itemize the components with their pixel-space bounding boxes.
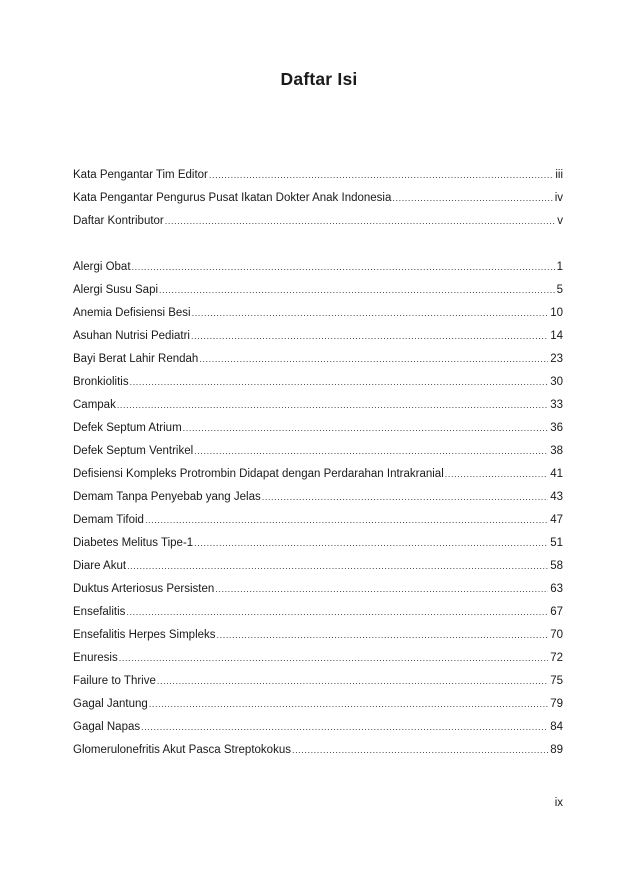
toc-entry-page: 41 (550, 468, 563, 480)
page-title: Daftar Isi (280, 69, 358, 89)
toc-entry-page: 23 (550, 353, 563, 365)
toc-entry-page: 47 (550, 514, 563, 526)
toc-entry[interactable] (73, 187, 563, 210)
page-number: ix (554, 797, 563, 809)
dot-leader (209, 164, 553, 187)
toc-entry[interactable] (73, 256, 563, 279)
dot-leader (132, 256, 555, 279)
toc-entry-page: 51 (550, 537, 563, 549)
toc-entry-page: 84 (550, 721, 563, 733)
dot-leader (119, 647, 548, 670)
toc-entry-title: Defek Septum Ventrikel (73, 445, 194, 457)
toc-entry[interactable] (73, 164, 563, 187)
toc-entry-page: 70 (550, 629, 563, 641)
toc-entry-page: 75 (550, 675, 563, 687)
front-matter-list (73, 164, 563, 233)
dot-leader (194, 440, 548, 463)
toc-entry-title: Gagal Napas (73, 721, 141, 733)
toc-entry-title: Alergi Susu Sapi (73, 284, 159, 296)
dot-leader (165, 210, 555, 233)
dot-leader (292, 739, 548, 762)
toc-entry[interactable] (73, 532, 563, 555)
toc-entry-page: v (557, 215, 563, 227)
toc-entry-title: Defek Septum Atrium (73, 422, 182, 434)
toc-entry-page: 36 (550, 422, 563, 434)
toc-entry-page: 38 (550, 445, 563, 457)
dot-leader (159, 279, 555, 302)
toc-entry-page: 5 (556, 284, 563, 296)
toc-entry-page: 10 (550, 307, 563, 319)
toc-entry[interactable] (73, 302, 563, 325)
toc-entry[interactable] (73, 693, 563, 716)
dot-leader (141, 716, 548, 739)
toc-entry-page: 14 (550, 330, 563, 342)
toc-entry[interactable] (73, 486, 563, 509)
toc-entry[interactable] (73, 394, 563, 417)
dot-leader (191, 325, 548, 348)
dot-leader (127, 555, 548, 578)
dot-leader (149, 693, 548, 716)
dot-leader (157, 670, 548, 693)
toc-entry-title: Enuresis (73, 652, 118, 664)
toc-entry[interactable] (73, 417, 563, 440)
toc-entry-title: Anemia Defisiensi Besi (73, 307, 191, 319)
toc-entry-title: Defisiensi Kompleks Protrombin Didapat dengan Perdarahan Intrakranial (73, 468, 444, 480)
toc-entry[interactable] (73, 440, 563, 463)
toc-entry-title: Alergi Obat (73, 261, 131, 273)
toc-entry[interactable] (73, 371, 563, 394)
toc-entry[interactable] (73, 647, 563, 670)
toc-entry-title: Gagal Jantung (73, 698, 148, 710)
toc-entry-title: Demam Tifoid (73, 514, 144, 526)
toc-entry-page: 1 (556, 261, 563, 273)
toc-entry-title: Glomerulonefritis Akut Pasca Streptokokus (73, 744, 291, 756)
toc-entry-title: Duktus Arteriosus Persisten (73, 583, 215, 595)
toc-entry[interactable] (73, 624, 563, 647)
toc-entry-title: Kata Pengantar Tim Editor (73, 169, 208, 181)
toc-entry-title: Diare Akut (73, 560, 127, 572)
dot-leader (215, 578, 548, 601)
toc-entry-page: 67 (550, 606, 563, 618)
toc-entry[interactable] (73, 509, 563, 532)
dot-leader (199, 348, 548, 371)
toc-entry-title: Failure to Thrive (73, 675, 156, 687)
dot-leader (392, 187, 552, 210)
toc-entry-title: Kata Pengantar Pengurus Pusat Ikatan Dokter Anak Indonesia (73, 192, 392, 204)
toc-entry-title: Asuhan Nutrisi Pediatri (73, 330, 190, 342)
dot-leader (117, 394, 548, 417)
toc-entry-title: Demam Tanpa Penyebab yang Jelas (73, 491, 261, 503)
dot-leader (130, 371, 549, 394)
toc-entry-page: 72 (550, 652, 563, 664)
toc-entry[interactable] (73, 279, 563, 302)
toc-entry-page: 63 (550, 583, 563, 595)
toc-entry-page: iii (555, 169, 563, 181)
toc-entry-page: 43 (550, 491, 563, 503)
dot-leader (194, 532, 548, 555)
toc-entry-page: 58 (550, 560, 563, 572)
toc-entry-page: 79 (550, 698, 563, 710)
toc-entry[interactable] (73, 739, 563, 762)
toc-entry-title: Ensefalitis (73, 606, 126, 618)
toc-entry[interactable] (73, 348, 563, 371)
toc-entry-page: iv (554, 192, 563, 204)
dot-leader (126, 601, 548, 624)
toc-entry-title: Ensefalitis Herpes Simpleks (73, 629, 216, 641)
toc-entry-title: Bronkiolitis (73, 376, 129, 388)
dot-leader (262, 486, 548, 509)
toc-entry[interactable] (73, 578, 563, 601)
toc-entry[interactable] (73, 555, 563, 578)
toc-entry-title: Diabetes Melitus Tipe-1 (73, 537, 194, 549)
toc-entry[interactable] (73, 325, 563, 348)
dot-leader (217, 624, 549, 647)
toc-entry-page: 89 (550, 744, 563, 756)
dot-leader (192, 302, 549, 325)
chapter-list (73, 256, 563, 762)
toc-entry[interactable] (73, 716, 563, 739)
toc-entry-page: 33 (550, 399, 563, 411)
toc-entry[interactable] (73, 463, 563, 486)
toc-entry-title: Bayi Berat Lahir Rendah (73, 353, 199, 365)
dot-leader (145, 509, 548, 532)
dot-leader (183, 417, 549, 440)
toc-entry[interactable] (73, 670, 563, 693)
toc-entry-title: Campak (73, 399, 116, 411)
toc-entry[interactable] (73, 601, 563, 624)
dot-leader (445, 463, 548, 486)
toc-entry[interactable] (73, 210, 563, 233)
toc-entry-page: 30 (550, 376, 563, 388)
toc-entry-title: Daftar Kontributor (73, 215, 164, 227)
